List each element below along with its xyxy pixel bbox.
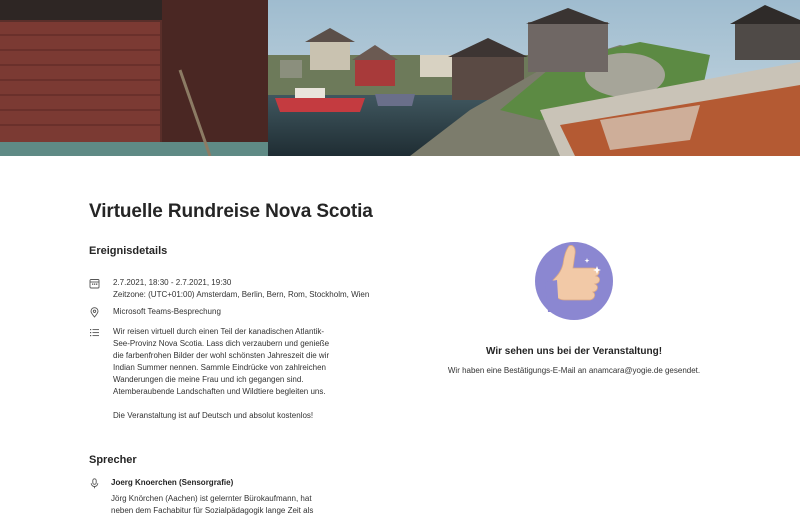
confirmation-title: Wir sehen uns bei der Veranstaltung! [485,346,663,357]
event-description-row [89,326,363,422]
event-description [113,326,363,422]
event-date-range: 2.7.2021, 18:30 - 2.7.2021, 19:30 [113,278,232,287]
microphone-icon [89,478,100,489]
description-line: Wir reisen virtuell durch einen Teil der kanadischen Atlantik- [113,327,325,336]
event-location-row [89,306,221,318]
description-note: Die Veranstaltung ist auf Deutsch und absolut kostenlos! [113,411,314,420]
confirmation-message: Wir haben eine Bestätigungs-E-Mail an anamcara@yogie.de gesendet. [447,366,701,375]
speaker-bio: Jörg Knörchen (Aachen) ist gelernter Bürokaufmann, hat [111,494,312,503]
description-line: die farbenfrohen Bilder der wohl schönsten Jahreszeit die wir [113,351,330,360]
description-line: See-Provinz Nova Scotia. Lass dich verzaubern und genieße [113,339,330,348]
speaker-name: Joerg Knoerchen (Sensorgrafie) [111,478,234,487]
speaker-item [89,477,313,517]
calendar-icon [89,278,100,289]
speaker-bio: neben dem Fachabitur für Sozialpädagogik lange Zeit als [111,506,314,515]
description-line: Indian Summer nennen. Sammle Eindrücke von zahlreichen [113,363,327,372]
event-banner-image [0,0,800,156]
location-pin-icon [89,307,100,318]
thumbs-up-icon [535,242,613,320]
event-details-heading: Ereignisdetails [89,245,168,257]
event-timezone: Zeitzone: (UTC+01:00) Amsterdam, Berlin, Bern, Rom, Stockholm, Wien [113,290,370,299]
event-title: Virtuelle Rundreise Nova Scotia [89,201,373,222]
speakers-heading: Sprecher [89,454,137,466]
event-date-row [89,277,369,301]
description-line: Atemberaubende Landschaften und Wildtiere begleiten uns. [113,387,326,396]
event-location: Microsoft Teams-Besprechung [113,307,221,316]
description-line: Wanderungen die meine Frau und ich gegangen sind. [113,375,304,384]
list-icon [89,327,100,338]
